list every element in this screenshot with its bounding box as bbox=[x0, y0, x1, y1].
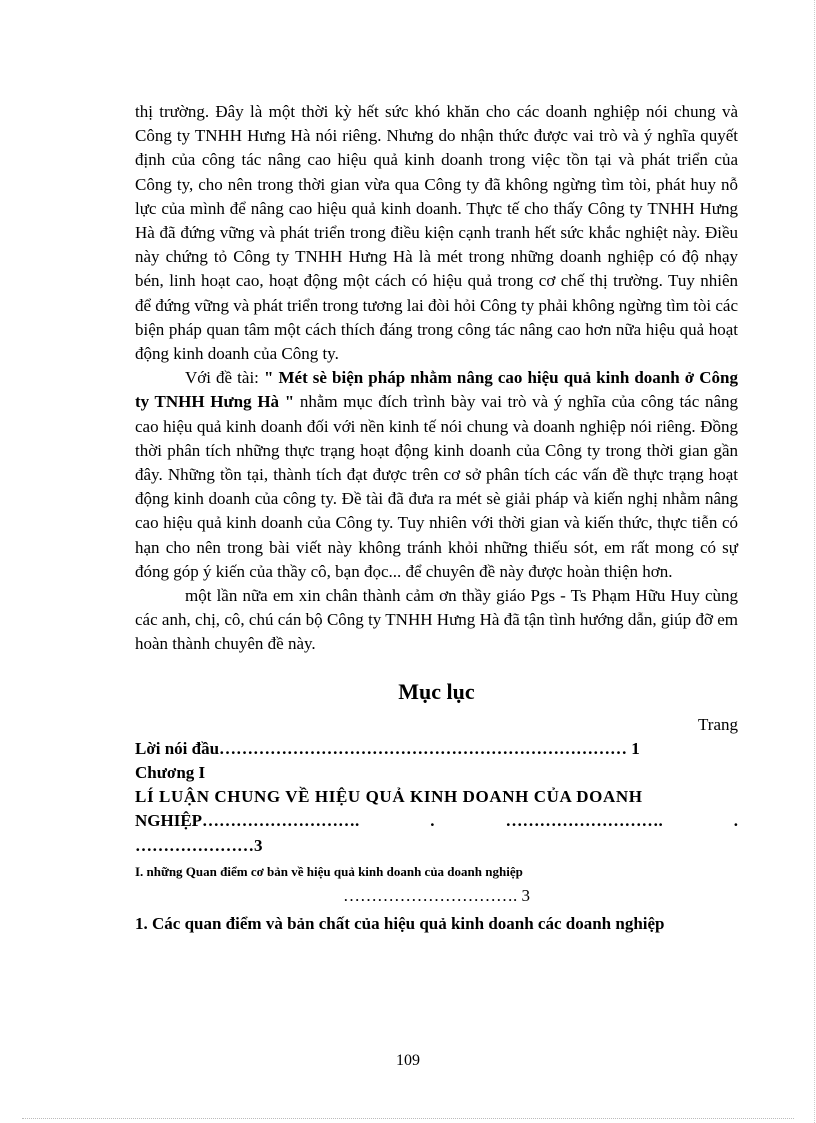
paragraph-1: thị trường. Đây là một thời kỳ hết sức khó khăn cho các doanh nghiệp nói chung và Công ty TNHH Hưng Hà nói riêng. Nhưng do nhận thức được vai trò và ý nghĩa quyết định của công tác nâng cao hiệu quả kinh doanh trong việc tồn tại và phát triển của Công ty, cho nên trong thời gian vừa qua Công ty đã không ngừng tìm tòi, phát huy nỗ lực của mình để nâng cao hiệu quả kinh doanh. Thực tế cho thấy Công ty TNHH Hưng Hà đã đứng vững và phát triển trong điều kiện cạnh tranh hết sức khắc nghiệt này. Điều này chứng tỏ Công ty TNHH Hưng Hà là mét trong những doanh nghiệp có độ nhạy bén, linh hoạt cao, hoạt động một cách có hiệu quả trong cơ chế thị trường. Tuy nhiên để đứng vững và phát triển trong tương lai đòi hỏi Công ty phải không ngừng tìm tòi các biện pháp quan tâm một cách thích đáng trong công tác nâng cao hơn nữa hiệu quả hoạt động kinh doanh của Công ty. bbox=[135, 102, 738, 364]
toc-chapter-cont-d: . bbox=[733, 811, 738, 831]
page-bottom-rule bbox=[22, 1118, 794, 1119]
toc-chapter-cont-c: ………………………. bbox=[505, 811, 663, 831]
paragraph-2 bbox=[135, 366, 738, 584]
toc-chapter-cont-b: . bbox=[430, 811, 435, 831]
paragraph-2-rest: nhằm mục đích trình bày vai trò và ý nghĩa của công tác nâng cao hiệu quả kinh doanh đối với nền kinh tế nói chung và doanh nghiệp nói riêng. Đồng thời phân tích những thực trạng hoạt động kinh doanh của Công ty trong thời gian gần đây. Những tồn tại, thành tích đạt được trên cơ sở phân tích các vấn đề thực trạng hoạt động kinh doanh của công ty. Đề tài đã đưa ra mét sè giải pháp và kiến nghị nhằm nâng cao hiệu quả kinh doanh của Công ty. Tuy nhiên với thời gian và kiến thức, thực tiễn có hạn cho nên trong bài viết này không tránh khỏi những thiếu sót, em rất mong có sự đóng góp ý kiến của thầy cô, bạn đọc... để chuyên đề này được hoàn thiện hơn. bbox=[135, 392, 738, 581]
toc-chapter-page: …………………3 bbox=[135, 835, 263, 855]
toc-page-header: Trang bbox=[698, 714, 738, 734]
page-edge-rule bbox=[814, 0, 815, 1123]
toc-chapter-title: LÍ LUẬN CHUNG VỀ HIỆU QUẢ KINH DOANH CỦA DOANH bbox=[135, 787, 643, 807]
toc-chapter-cont-a: NGHIỆP………………………. bbox=[135, 811, 360, 831]
toc-chapter-title-cont bbox=[135, 809, 738, 833]
toc-section-i-page: …………………………. 3 bbox=[343, 885, 530, 905]
toc-section-i: I. những Quan điểm cơ bản về hiệu quả kinh doanh của doanh nghiệp bbox=[135, 863, 523, 879]
document-page bbox=[135, 100, 738, 936]
toc-section-1: 1. Các quan điểm và bản chất của hiệu quả kinh doanh các doanh nghiệp bbox=[135, 914, 665, 934]
thesis-title: " Mét sè biện pháp nhằm nâng cao hiệu quả kinh doanh ở Công ty TNHH Hưng Hà " bbox=[135, 368, 738, 412]
toc-entry-chapter: Chương I bbox=[135, 763, 206, 783]
toc-title: Mục lục bbox=[398, 678, 475, 704]
page-number: 109 bbox=[396, 1052, 420, 1069]
paragraph-2-lead: Với đề tài: bbox=[185, 368, 264, 388]
paragraph-3: một lần nữa em xin chân thành cảm ơn thầy giáo Pgs - Ts Phạm Hữu Huy cùng các anh, chị, cô, chú cán bộ Công ty TNHH Hưng Hà đã tận tình hướng dẫn, giúp đỡ em hoàn thành chuyên đề này. bbox=[135, 586, 738, 654]
toc-entry-foreword: Lời nói đầu……………………………………………………………… 1 bbox=[135, 738, 640, 758]
